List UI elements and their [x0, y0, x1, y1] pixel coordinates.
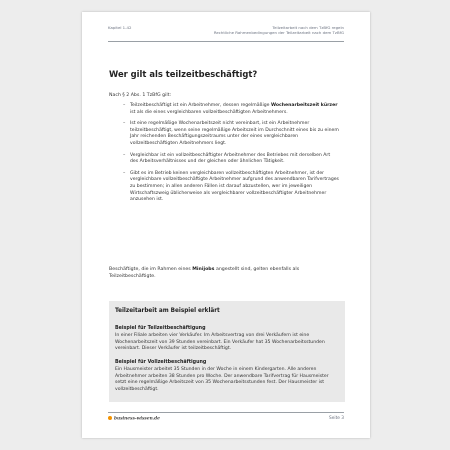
example-box	[109, 301, 345, 402]
footer-logo	[108, 416, 160, 422]
header-section-line1: Teilzeitarbeit nach dem TzBfG regeln	[272, 25, 344, 30]
minijob-note-pre: Beschäftigte, die im Rahmen eines	[109, 267, 193, 272]
logo-dot-icon	[108, 416, 112, 420]
document-page	[82, 12, 370, 438]
list-item-text: Gibt es im Betrieb keinen vergleichbaren vollzeitbeschäftigten Arbeitnehmer, ist der vergleichbare vollzeitbeschäftigte Arbeitnehmer aufgrund des anwendbaren Tarifvertrages zu bestimmen; in allen anderen Fällen ist darauf abzustellen, wer im jeweiligen Wirtschaftszweig üblicherweise als vergleichbarer vollzeitbeschäftigter Arbeitnehmer anzusehen ist.	[130, 170, 339, 203]
list-item	[123, 103, 339, 116]
minijob-note	[109, 266, 345, 280]
header-chapter: Kapitel 1-42	[108, 25, 132, 30]
page-title: Wer gilt als teilzeitbeschäftigt?	[109, 69, 258, 79]
list-item	[123, 121, 339, 147]
list-item-text: Ist eine regelmäßige Wochenarbeitszeit nicht vereinbart, ist ein Arbeitnehmer teilzeitbeschäftigt, wenn seine regelmäßige Arbeitszeit im Durchschnitt eines bis zu einem Jahr reichenden Beschäftigungszeitraums unter der eines vergleichbaren vollzeitbeschäftigten Arbeitnehmers liegt.	[130, 121, 339, 146]
definition-list	[123, 103, 339, 209]
example2-text: Ein Hausmeister arbeitet 35 Stunden in der Woche in einem Kindergarten. Alle anderen Arbeitnehmer arbeiten 38 Stunden pro Woche. Der anwendbare Tarifvertrag für Hausmeister setzt eine regelmäßige Arbeitszeit von 35 Wochenarbeitsstunden fest. Der Hausmeister ist vollzeitbeschäftigt.	[115, 367, 329, 392]
page-number: Seite 3	[329, 416, 344, 421]
bullet-dash: –	[123, 170, 126, 176]
minijob-note-post: angestellt sind, gelten ebenfalls als Teilzeitbeschäftigte.	[109, 267, 300, 279]
footer-logo-text: business-wissen.de	[114, 416, 160, 422]
example-box-title: Teilzeitarbeit am Beispiel erklärt	[115, 308, 220, 314]
minijob-note-emphasis: Minijobs	[192, 267, 215, 272]
bullet-dash: –	[123, 152, 126, 158]
list-item-text-post: ist als die eines vergleichbaren vollzeitbeschäftigten Arbeitnehmers.	[130, 109, 288, 115]
list-item-emphasis: Wochenarbeitszeit kürzer	[270, 103, 338, 108]
bullet-dash: –	[123, 103, 126, 108]
bullet-dash: –	[123, 121, 126, 127]
list-item-text-pre: Teilzeitbeschäftigt ist ein Arbeitnehmer, dessen regelmäßige	[130, 103, 271, 108]
list-item	[123, 153, 339, 166]
example1-heading: Beispiel für Teilzeitbeschäftigung	[115, 326, 206, 331]
list-item	[123, 171, 339, 204]
header-section	[214, 25, 344, 35]
header-section-line2: Rechtliche Rahmenbedingungen der Teilzeitarbeit nach dem TzBfG	[213, 30, 344, 35]
page-header	[108, 21, 344, 42]
intro-text: Nach § 2 Abs. 1 TzBfG gilt:	[109, 93, 172, 98]
example2-heading: Beispiel für Vollzeitbeschäftigung	[115, 360, 207, 365]
example1-text: In einer Filiale arbeiten vier Verkäufer. Im Arbeitsvertrag von drei Verkäufern ist eine Wochenarbeitszeit von 39 Stunden vereinbart. Ein Verkäufer hat 35 Wochenarbeitsstunden vereinbart. Dieser Verkäufer ist teilzeitbeschäftigt.	[115, 333, 325, 352]
list-item-text: Vergleichbar ist ein vollzeitbeschäftigter Arbeitnehmer des Betriebes mit derselben Art des Arbeitsverhältnisses und der gleichen oder ähnlichen Tätigkeit.	[130, 152, 331, 165]
footer-divider	[108, 412, 344, 413]
